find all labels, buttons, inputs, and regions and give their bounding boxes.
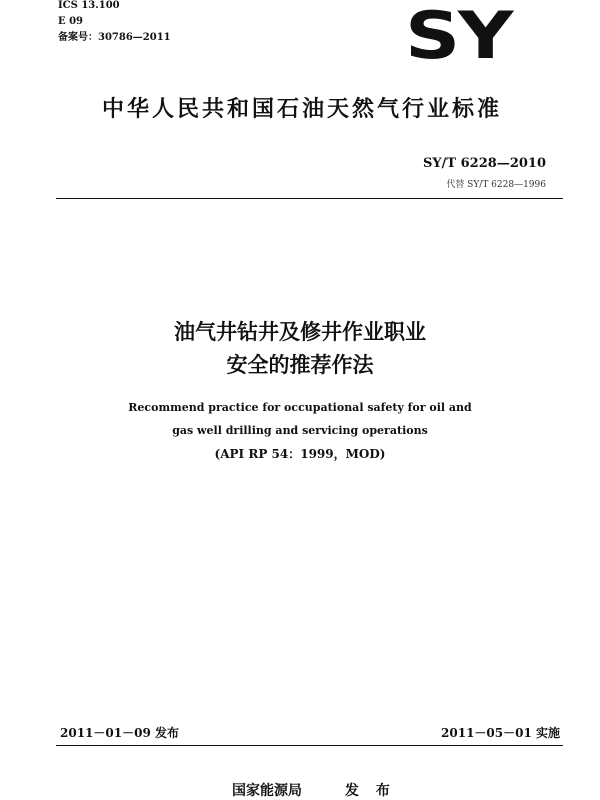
bottom-divider	[56, 745, 563, 746]
sy-logo: SY	[405, 0, 512, 74]
ics-code: ICS 13.100	[58, 0, 120, 11]
top-divider	[56, 198, 563, 199]
issue-date: 2011－01－09 发布	[60, 726, 179, 740]
chinese-title-line-1: 油气井钻井及修井作业职业	[174, 320, 426, 344]
standard-number: SY/T 6228—2010	[423, 156, 546, 171]
adoption-reference: (API RP 54：1999，MOD)	[214, 447, 386, 461]
industry-standard-title: 中华人民共和国石油天然气行业标准	[101, 97, 502, 122]
english-title-line-1: Recommend practice for occupational safety for oil and	[128, 401, 472, 414]
issuing-authority: 国家能源局	[232, 783, 302, 799]
category-code: E 09	[58, 16, 84, 27]
chinese-title-line-2: 安全的推荐作法	[226, 353, 374, 377]
replaces-standard: 代替 SY/T 6228—1996	[446, 180, 546, 190]
english-title-line-2: gas well drilling and servicing operations	[172, 424, 428, 437]
record-number: 备案号：30786—2011	[58, 32, 171, 43]
issue-label: 发 布	[345, 783, 396, 799]
implementation-date: 2011－05－01 实施	[441, 726, 560, 740]
